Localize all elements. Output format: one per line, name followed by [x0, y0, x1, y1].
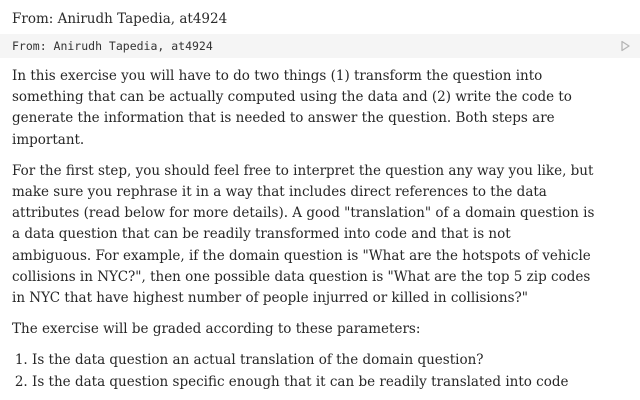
text-line: generate the information that is needed to answer the question. Both steps are	[12, 110, 555, 127]
run-cell-icon[interactable]	[618, 39, 632, 53]
text-line: something that can be actually computed using the data and (2) write the code to	[12, 89, 572, 106]
code-cell[interactable]	[0, 34, 640, 58]
text-line: The exercise will be graded according to these parameters:	[12, 321, 421, 338]
text-line: make sure you rephrase it in a way that includes direct references to the data	[12, 184, 547, 201]
text-line: attributes (read below for more details). A good "translation" of a domain question is	[12, 205, 595, 222]
code-line[interactable]: From: Anirudh Tapedia, at4924	[12, 39, 213, 53]
grading-paragraph	[12, 319, 622, 340]
text-line: a data question that can be readily transformed into code and that is not	[12, 226, 511, 243]
intro-paragraph	[12, 66, 622, 151]
list-item: 1. Is the data question an actual translation of the domain question?	[32, 350, 622, 371]
text-line: in NYC that have highest number of people injurred or killed in collisions?"	[12, 290, 528, 307]
text-line: ambiguous. For example, if the domain question is "What are the hotspots of vehicle	[12, 247, 591, 264]
list-item: 2. Is the data question specific enough that it can be readily translated into code	[32, 372, 622, 393]
text-line: important.	[12, 131, 85, 148]
text-line: In this exercise you will have to do two things (1) transform the question into	[12, 68, 543, 84]
instructions-paragraph	[12, 161, 622, 309]
cell-heading: From: Anirudh Tapedia, at4924	[12, 11, 228, 27]
text-line: collisions in NYC?", then one possible data question is "What are the top 5 zip codes	[12, 268, 591, 285]
grading-criteria-list	[12, 350, 622, 392]
markdown-content	[12, 66, 622, 393]
text-line: For the first step, you should feel free to interpret the question any way you like, but	[12, 162, 594, 179]
